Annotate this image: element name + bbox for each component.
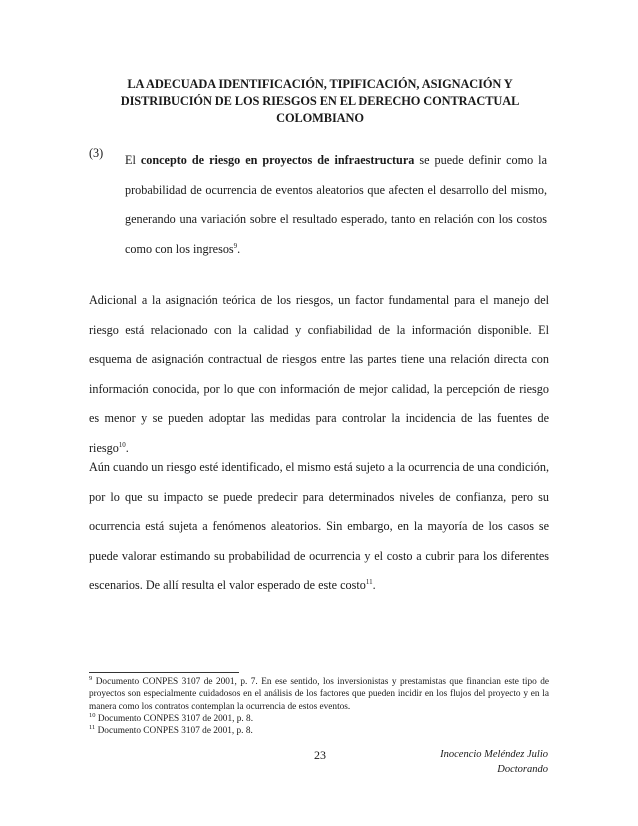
paragraph-text: Adicional a la asignación teórica de los riesgos, un factor fundamental para el manejo del riesgo está relacionado con la calidad y confiabilidad de la información disponible. El esquema de asignación contractual de riesgos entre las partes tiene una relación directa con información conocida, por lo que con información de mejor calidad, la percepción de riesgo es menor y se pueden adoptar las medidas para controlar la incidencia de las fuentes de riesgo [89, 293, 549, 455]
title-line: COLOMBIANO [276, 111, 364, 125]
text-end: . [372, 578, 376, 592]
footnote-text: Documento CONPES 3107 de 2001, p. 7. En ese sentido, los inversionistas y prestamistas que financian este tipo de proyectos son especialmente cuidadosos en el análisis de los factores que pueden incidir en los flujos del proyecto y en la manera como los contratos contemplan la ocurrencia de estos eventos. [89, 677, 549, 712]
footnote-text: Documento CONPES 3107 de 2001, p. 8. [95, 713, 254, 724]
author-name: Inocencio Meléndez Julio [440, 749, 548, 760]
author-block [380, 747, 548, 777]
footnote-ref[interactable]: 11 [365, 577, 373, 586]
footnote-divider [89, 672, 239, 673]
footnote [89, 725, 549, 737]
body-paragraph [89, 286, 549, 463]
footnote-mark: 10 [89, 711, 96, 719]
text-end: . [237, 241, 241, 256]
document-title [90, 76, 550, 127]
author-role: Doctorando [497, 764, 548, 775]
footnote [89, 713, 549, 725]
paragraph-number: (3) [89, 146, 104, 160]
paragraph-text: Aún cuando un riesgo esté identificado, el mismo está sujeto a la ocurrencia de una condición, por lo que su impacto se puede predecir para determinados niveles de confianza, pero su ocurrencia está sujeta a fenómenos aleatorios. Sin embargo, en la mayoría de los casos se puede valorar estimando su probabilidad de ocurrencia y el costo a cubrir para los diferentes escenarios. De allí resulta el valor esperado de este costo [89, 460, 549, 592]
bold-term: concepto de riesgo en proyectos de infraestructura [140, 153, 415, 167]
page-number: 23 [314, 748, 326, 762]
footnote-ref[interactable]: 9 [233, 241, 238, 250]
footnote-mark: 11 [89, 724, 96, 732]
footnotes [89, 676, 549, 737]
footnote [89, 676, 549, 713]
footnote-ref[interactable]: 10 [118, 440, 126, 449]
text-rest: se puede definir como la probabilidad de ocurrencia de eventos aleatorios que afecten el desarrollo del mismo, generando una variación sobre el resultado esperado, tanto en relación con los costos como con los ingresos [125, 153, 547, 256]
text-end: . [125, 440, 129, 455]
numbered-paragraph-text [125, 146, 547, 264]
text-lead: El [125, 153, 141, 167]
footnote-mark: 9 [89, 674, 93, 682]
title-line: LA ADECUADA IDENTIFICACIÓN, TIPIFICACIÓN, ASIGNACIÓN Y [127, 77, 513, 91]
body-paragraph [89, 453, 549, 601]
title-line: DISTRIBUCIÓN DE LOS RIESGOS EN EL DERECHO CONTRACTUAL [120, 94, 520, 108]
footnote-text: Documento CONPES 3107 de 2001, p. 8. [95, 726, 253, 737]
